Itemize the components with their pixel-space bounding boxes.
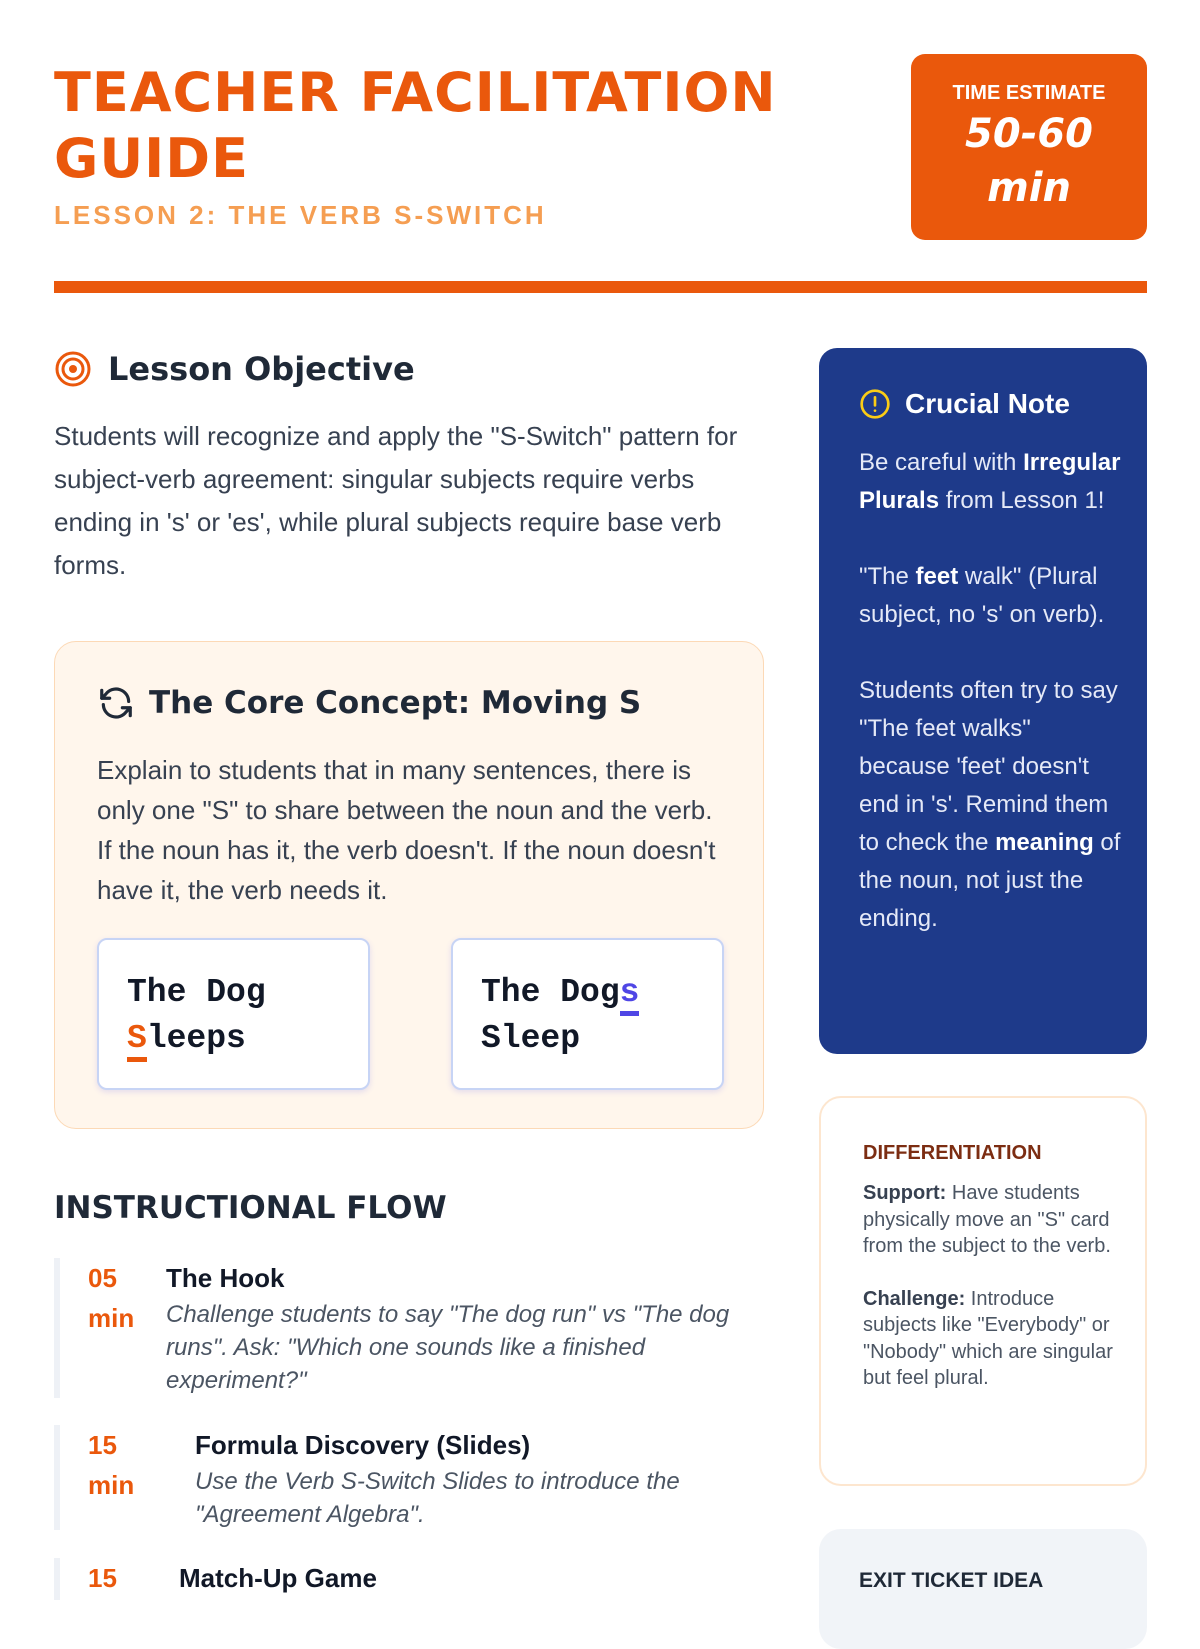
flow-item-description: Challenge students to say "The dog run" vs "The dog runs". Ask: "Which one sounds like a finished experiment?": [166, 1301, 730, 1394]
crucial-note-heading: [859, 388, 1070, 420]
time-estimate-value: 50-60 min: [965, 111, 1093, 211]
singular-example-card: The Dog Sleeps: [97, 938, 370, 1090]
page-title: TEACHER FACILITATION GUIDE: [54, 61, 777, 190]
refresh-icon: [97, 684, 135, 722]
flow-item-title: Formula Discovery (Slides): [195, 1430, 531, 1460]
time-estimate-label: TIME ESTIMATE: [952, 82, 1106, 104]
core-concept-card: [54, 641, 764, 1129]
objective-text: Students will recognize and apply the "S-Switch" pattern for subject-verb agreement: singular subjects require verbs ending in 's' or 'es', while plural subjects require base verb forms.: [54, 421, 738, 580]
flow-item-time: 05 min: [88, 1263, 135, 1333]
differentiation-card: [819, 1096, 1147, 1486]
exit-ticket-card: [819, 1529, 1147, 1649]
alert-circle-icon: [859, 388, 891, 420]
flow-item-title: Match-Up Game: [179, 1563, 377, 1593]
flow-item-hook: [54, 1258, 770, 1398]
target-icon: [54, 350, 92, 388]
time-estimate-badge: [911, 54, 1147, 240]
flow-item-time: 15 min: [88, 1430, 135, 1500]
header-divider: [54, 281, 1147, 293]
core-concept-heading: [97, 684, 641, 722]
differentiation-title: DIFFERENTIATION: [863, 1142, 1042, 1164]
plural-example-card: The Dogs Sleep: [451, 938, 724, 1090]
page-header: [54, 60, 854, 231]
flow-item-time: 15: [88, 1563, 117, 1593]
flow-item-description: Use the Verb S-Switch Slides to introduce the "Agreement Algebra".: [195, 1468, 680, 1528]
flow-item-match-up: [54, 1558, 770, 1600]
differentiation-body: Support: Have students physically move an "S" card from the subject to the verb. Challenge: Introduce subjects like "Everybody" or "Nobody" which are singular but feel plural.: [863, 1182, 1113, 1389]
objective-heading: [54, 350, 415, 388]
lesson-subtitle: LESSON 2: THE VERB S-SWITCH: [54, 200, 547, 230]
flow-item-formula-discovery: [54, 1425, 770, 1530]
core-concept-title: The Core Concept: Moving S: [149, 685, 642, 721]
objective-title: Lesson Objective: [108, 350, 415, 388]
crucial-note-body: Be careful with Irregular Plurals from Lesson 1! "The feet walk" (Plural subject, no 's' on verb). Students often try to say "The feet walks" because 'feet' doesn't end in 's'. Remind them to check the meaning of the noun, not just the ending.: [859, 449, 1121, 932]
flow-heading: INSTRUCTIONAL FLOW: [54, 1190, 447, 1226]
exit-ticket-title: EXIT TICKET IDEA: [859, 1569, 1044, 1592]
crucial-note-title: Crucial Note: [905, 388, 1070, 419]
core-concept-text: Explain to students that in many sentences, there is only one "S" to share between the noun and the verb. If the noun has it, the verb doesn't. If the noun doesn't have it, the verb needs it.: [97, 755, 716, 905]
moving-s-highlight: s: [620, 974, 640, 1016]
moving-s-highlight: S: [127, 1020, 147, 1062]
flow-item-title: The Hook: [166, 1263, 285, 1293]
crucial-note-card: [819, 348, 1147, 1054]
